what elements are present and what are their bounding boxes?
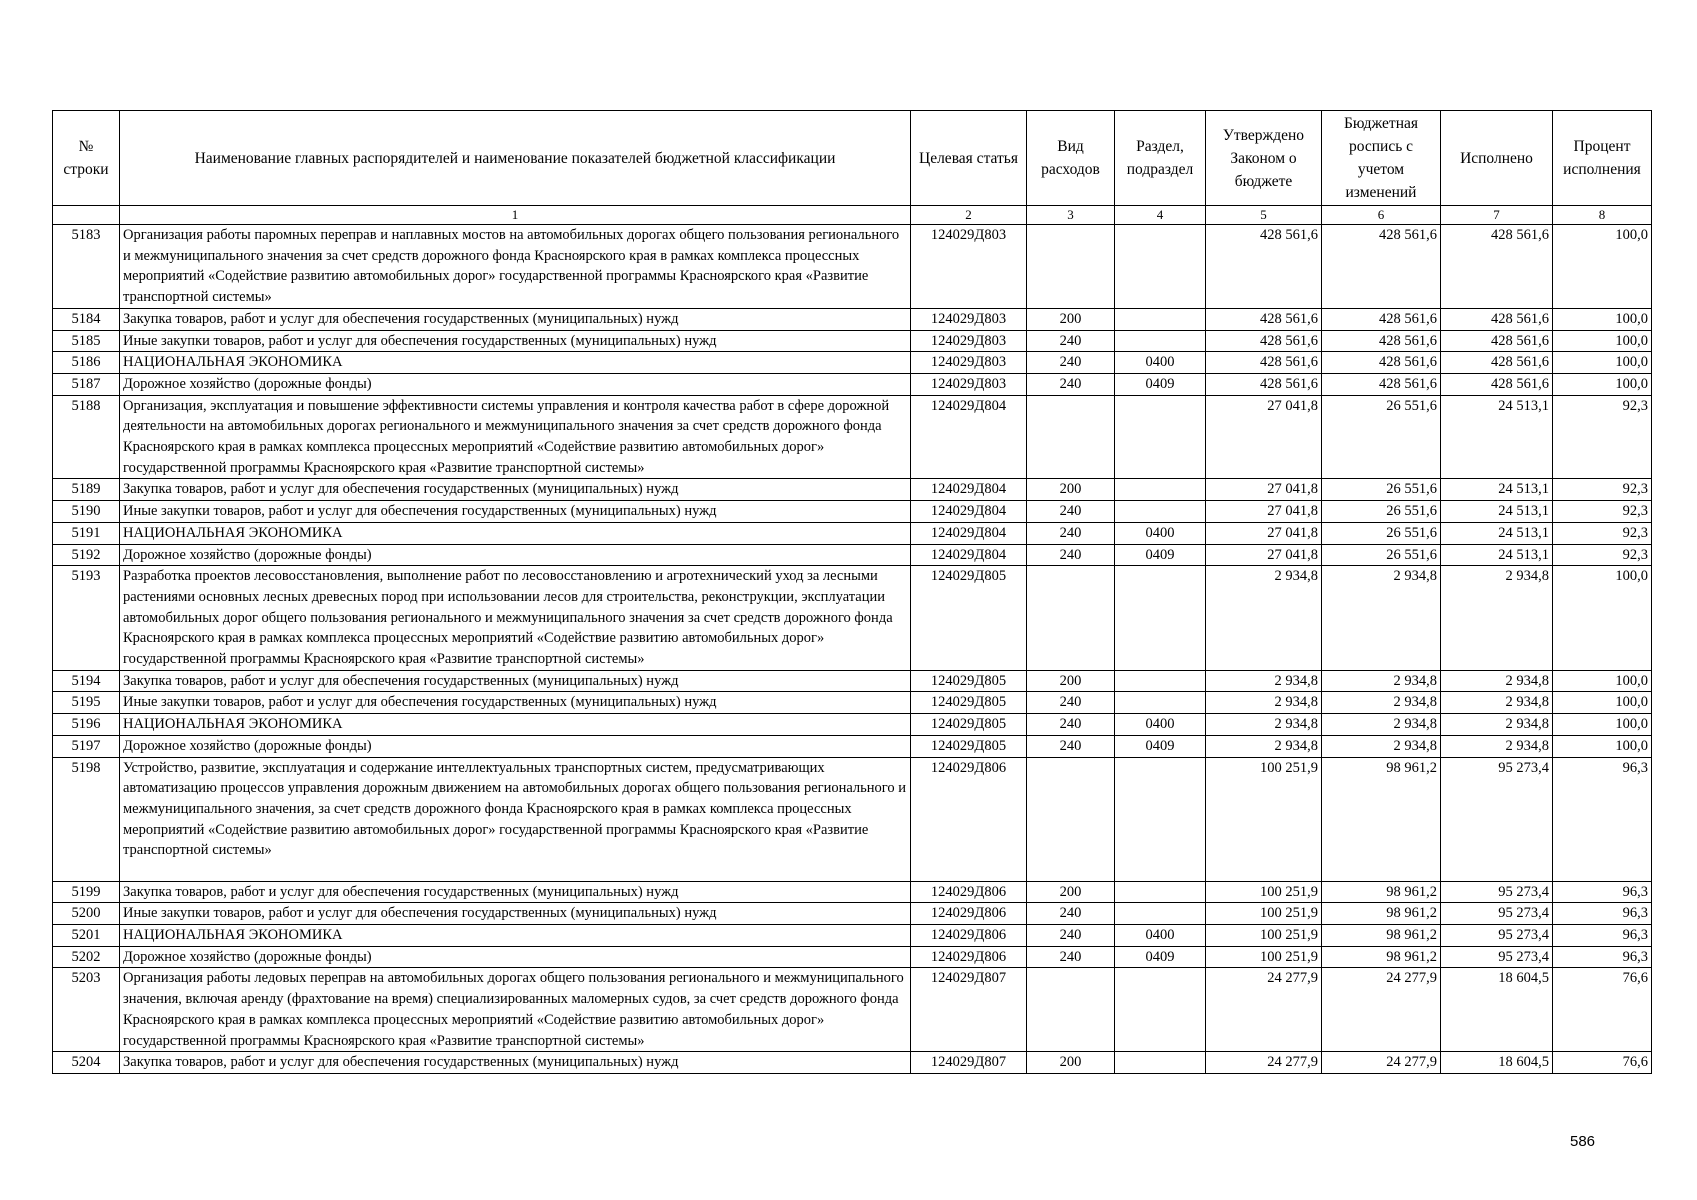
row-percent: 76,6	[1553, 968, 1652, 1052]
table-row	[53, 522, 1652, 544]
row-number: 5189	[53, 479, 120, 501]
row-target-article: 124029Д806	[911, 924, 1027, 946]
row-percent: 96,3	[1553, 924, 1652, 946]
row-percent: 92,3	[1553, 501, 1652, 523]
row-name: Дорожное хозяйство (дорожные фонды)	[120, 735, 911, 757]
row-target-article: 124029Д805	[911, 692, 1027, 714]
row-executed: 2 934,8	[1441, 566, 1553, 671]
row-executed: 95 273,4	[1441, 946, 1553, 968]
table-body	[53, 225, 1652, 1074]
table-row	[53, 946, 1652, 968]
row-target-article: 124029Д806	[911, 903, 1027, 925]
row-percent: 100,0	[1553, 714, 1652, 736]
header-row	[53, 111, 1652, 206]
row-executed: 428 561,6	[1441, 330, 1553, 352]
row-percent: 96,3	[1553, 946, 1652, 968]
header-section: Раздел, подраздел	[1115, 111, 1206, 206]
row-target-article: 124029Д805	[911, 714, 1027, 736]
row-revised: 24 277,9	[1322, 968, 1441, 1052]
header-revised: Бюджетная роспись с учетом изменений	[1322, 111, 1441, 206]
row-revised: 24 277,9	[1322, 1052, 1441, 1074]
row-executed: 24 513,1	[1441, 501, 1553, 523]
budget-execution-table	[52, 110, 1652, 1074]
row-percent: 100,0	[1553, 692, 1652, 714]
row-approved: 2 934,8	[1206, 735, 1322, 757]
row-number: 5199	[53, 881, 120, 903]
row-approved: 2 934,8	[1206, 714, 1322, 736]
row-target-article: 124029Д804	[911, 395, 1027, 479]
row-name: Закупка товаров, работ и услуг для обеспечения государственных (муниципальных) нужд	[120, 1052, 911, 1074]
row-expense-type: 200	[1027, 1052, 1115, 1074]
table-row	[53, 968, 1652, 1052]
row-approved: 24 277,9	[1206, 968, 1322, 1052]
row-expense-type: 240	[1027, 522, 1115, 544]
row-percent: 96,3	[1553, 881, 1652, 903]
table-row	[53, 735, 1652, 757]
row-expense-type: 240	[1027, 924, 1115, 946]
row-number: 5200	[53, 903, 120, 925]
row-expense-type: 240	[1027, 501, 1115, 523]
row-approved: 24 277,9	[1206, 1052, 1322, 1074]
table-row	[53, 757, 1652, 881]
row-section: 0400	[1115, 714, 1206, 736]
row-number: 5191	[53, 522, 120, 544]
row-target-article: 124029Д803	[911, 330, 1027, 352]
row-target-article: 124029Д803	[911, 352, 1027, 374]
row-number: 5197	[53, 735, 120, 757]
row-revised: 98 961,2	[1322, 924, 1441, 946]
page-number: 586	[1570, 1133, 1596, 1150]
row-percent: 92,3	[1553, 522, 1652, 544]
row-expense-type: 240	[1027, 692, 1115, 714]
row-revised: 26 551,6	[1322, 395, 1441, 479]
row-number: 5193	[53, 566, 120, 671]
row-percent: 96,3	[1553, 757, 1652, 881]
row-section	[1115, 479, 1206, 501]
table-row	[53, 903, 1652, 925]
row-approved: 100 251,9	[1206, 924, 1322, 946]
row-target-article: 124029Д804	[911, 479, 1027, 501]
row-target-article: 124029Д803	[911, 225, 1027, 309]
row-expense-type: 240	[1027, 352, 1115, 374]
row-number: 5201	[53, 924, 120, 946]
row-number: 5195	[53, 692, 120, 714]
row-name: Закупка товаров, работ и услуг для обеспечения государственных (муниципальных) нужд	[120, 479, 911, 501]
row-executed: 24 513,1	[1441, 544, 1553, 566]
row-expense-type: 200	[1027, 308, 1115, 330]
row-approved: 27 041,8	[1206, 395, 1322, 479]
row-percent: 76,6	[1553, 1052, 1652, 1074]
row-revised: 98 961,2	[1322, 946, 1441, 968]
row-target-article: 124029Д805	[911, 566, 1027, 671]
row-revised: 428 561,6	[1322, 373, 1441, 395]
row-number: 5186	[53, 352, 120, 374]
row-approved: 27 041,8	[1206, 479, 1322, 501]
row-name: Иные закупки товаров, работ и услуг для обеспечения государственных (муниципальных) нужд	[120, 692, 911, 714]
row-revised: 428 561,6	[1322, 308, 1441, 330]
row-expense-type	[1027, 225, 1115, 309]
row-name: Организация, эксплуатация и повышение эффективности системы управления и контроля качества работ в сфере дорожной деятельности на автомобильных дорогах регионального и межмуниципального значения за счет средств дорожного фонда Красноярского края в рамках комплекса процессных мероприятий «Содействие развитию автомобильных дорог» государственной программы Красноярского края «Развитие транспортной системы»	[120, 395, 911, 479]
row-revised: 26 551,6	[1322, 522, 1441, 544]
table-row	[53, 395, 1652, 479]
row-number: 5194	[53, 670, 120, 692]
row-name: Дорожное хозяйство (дорожные фонды)	[120, 946, 911, 968]
row-number: 5184	[53, 308, 120, 330]
row-percent: 92,3	[1553, 544, 1652, 566]
row-section	[1115, 881, 1206, 903]
row-revised: 98 961,2	[1322, 903, 1441, 925]
row-approved: 428 561,6	[1206, 373, 1322, 395]
row-name: Организация работы паромных переправ и наплавных мостов на автомобильных дорогах общего пользования регионального и межмуниципального значения за счет средств дорожного фонда Красноярского края в рамках комплекса процессных мероприятий «Содействие развитию автомобильных дорог» государственной программы Красноярского края «Развитие транспортной системы»	[120, 225, 911, 309]
row-target-article: 124029Д805	[911, 735, 1027, 757]
row-expense-type: 240	[1027, 735, 1115, 757]
table-row	[53, 1052, 1652, 1074]
row-executed: 2 934,8	[1441, 714, 1553, 736]
row-approved: 2 934,8	[1206, 566, 1322, 671]
table-row	[53, 881, 1652, 903]
table-row	[53, 670, 1652, 692]
column-number: 3	[1027, 206, 1115, 225]
row-executed: 428 561,6	[1441, 352, 1553, 374]
row-revised: 2 934,8	[1322, 692, 1441, 714]
row-section: 0400	[1115, 924, 1206, 946]
row-name: Иные закупки товаров, работ и услуг для обеспечения государственных (муниципальных) нужд	[120, 501, 911, 523]
table-row	[53, 692, 1652, 714]
row-section: 0409	[1115, 373, 1206, 395]
column-number: 7	[1441, 206, 1553, 225]
row-executed: 95 273,4	[1441, 924, 1553, 946]
row-target-article: 124029Д806	[911, 757, 1027, 881]
row-target-article: 124029Д804	[911, 544, 1027, 566]
row-name: НАЦИОНАЛЬНАЯ ЭКОНОМИКА	[120, 522, 911, 544]
column-number: 6	[1322, 206, 1441, 225]
row-percent: 100,0	[1553, 373, 1652, 395]
row-approved: 100 251,9	[1206, 757, 1322, 881]
row-name: Устройство, развитие, эксплуатация и содержание интеллектуальных транспортных систем, предусматривающих автоматизацию процессов управления дорожным движением на автомобильных дорогах общего пользования регионального и межмуниципального значения, за счет средств дорожного фонда Красноярского края в рамках комплекса процессных мероприятий «Содействие развитию автомобильных дорог» государственной программы Красноярского края «Развитие транспортной системы»	[120, 757, 911, 881]
row-revised: 26 551,6	[1322, 544, 1441, 566]
row-section: 0409	[1115, 735, 1206, 757]
row-approved: 27 041,8	[1206, 522, 1322, 544]
row-revised: 98 961,2	[1322, 881, 1441, 903]
row-revised: 26 551,6	[1322, 501, 1441, 523]
row-percent: 92,3	[1553, 395, 1652, 479]
row-approved: 100 251,9	[1206, 946, 1322, 968]
row-executed: 428 561,6	[1441, 373, 1553, 395]
row-percent: 100,0	[1553, 308, 1652, 330]
row-expense-type: 200	[1027, 881, 1115, 903]
row-target-article: 124029Д804	[911, 501, 1027, 523]
row-section	[1115, 968, 1206, 1052]
row-section	[1115, 566, 1206, 671]
row-section: 0400	[1115, 352, 1206, 374]
row-name: Иные закупки товаров, работ и услуг для обеспечения государственных (муниципальных) нужд	[120, 330, 911, 352]
row-revised: 98 961,2	[1322, 757, 1441, 881]
row-section	[1115, 330, 1206, 352]
row-target-article: 124029Д807	[911, 968, 1027, 1052]
row-name: НАЦИОНАЛЬНАЯ ЭКОНОМИКА	[120, 352, 911, 374]
header-row-number: № строки	[53, 111, 120, 206]
row-approved: 428 561,6	[1206, 308, 1322, 330]
column-number-row	[53, 206, 1652, 225]
row-name: Дорожное хозяйство (дорожные фонды)	[120, 373, 911, 395]
row-number: 5203	[53, 968, 120, 1052]
row-percent: 100,0	[1553, 670, 1652, 692]
row-number: 5192	[53, 544, 120, 566]
row-executed: 2 934,8	[1441, 692, 1553, 714]
row-executed: 428 561,6	[1441, 225, 1553, 309]
row-target-article: 124029Д806	[911, 881, 1027, 903]
row-percent: 96,3	[1553, 903, 1652, 925]
table-row	[53, 352, 1652, 374]
row-target-article: 124029Д807	[911, 1052, 1027, 1074]
row-section: 0409	[1115, 544, 1206, 566]
row-target-article: 124029Д803	[911, 308, 1027, 330]
row-expense-type: 240	[1027, 544, 1115, 566]
row-revised: 2 934,8	[1322, 714, 1441, 736]
row-expense-type	[1027, 757, 1115, 881]
row-expense-type	[1027, 566, 1115, 671]
row-section: 0409	[1115, 946, 1206, 968]
row-name: Закупка товаров, работ и услуг для обеспечения государственных (муниципальных) нужд	[120, 881, 911, 903]
row-section: 0400	[1115, 522, 1206, 544]
row-expense-type: 240	[1027, 714, 1115, 736]
row-approved: 100 251,9	[1206, 903, 1322, 925]
row-number: 5198	[53, 757, 120, 881]
row-number: 5202	[53, 946, 120, 968]
table-row	[53, 330, 1652, 352]
row-name: Закупка товаров, работ и услуг для обеспечения государственных (муниципальных) нужд	[120, 308, 911, 330]
row-expense-type: 240	[1027, 330, 1115, 352]
row-executed: 24 513,1	[1441, 479, 1553, 501]
header-target-article: Целевая статья	[911, 111, 1027, 206]
row-name: НАЦИОНАЛЬНАЯ ЭКОНОМИКА	[120, 714, 911, 736]
table-header	[53, 111, 1652, 225]
row-executed: 428 561,6	[1441, 308, 1553, 330]
row-number: 5190	[53, 501, 120, 523]
column-number: 1	[120, 206, 911, 225]
header-expense-type: Вид расходов	[1027, 111, 1115, 206]
column-number: 5	[1206, 206, 1322, 225]
row-expense-type	[1027, 968, 1115, 1052]
row-executed: 24 513,1	[1441, 395, 1553, 479]
row-approved: 428 561,6	[1206, 225, 1322, 309]
row-expense-type: 240	[1027, 903, 1115, 925]
row-approved: 27 041,8	[1206, 501, 1322, 523]
row-percent: 100,0	[1553, 225, 1652, 309]
row-revised: 2 934,8	[1322, 735, 1441, 757]
header-approved: Утверждено Законом о бюджете	[1206, 111, 1322, 206]
row-target-article: 124029Д806	[911, 946, 1027, 968]
row-expense-type: 240	[1027, 946, 1115, 968]
row-name: Дорожное хозяйство (дорожные фонды)	[120, 544, 911, 566]
row-executed: 18 604,5	[1441, 1052, 1553, 1074]
row-revised: 2 934,8	[1322, 566, 1441, 671]
row-executed: 24 513,1	[1441, 522, 1553, 544]
table-row	[53, 479, 1652, 501]
row-section	[1115, 692, 1206, 714]
row-section	[1115, 501, 1206, 523]
row-executed: 95 273,4	[1441, 881, 1553, 903]
table-row	[53, 714, 1652, 736]
row-section	[1115, 395, 1206, 479]
row-name: Организация работы ледовых переправ на автомобильных дорогах общего пользования регионального и межмуниципального значения, включая аренду (фрахтование на время) специализированных маломерных судов, за счет средств дорожного фонда Красноярского края в рамках комплекса процессных мероприятий «Содействие развитию автомобильных дорог» государственной программы Красноярского края «Развитие транспортной системы»	[120, 968, 911, 1052]
row-section	[1115, 903, 1206, 925]
row-executed: 2 934,8	[1441, 735, 1553, 757]
header-executed: Исполнено	[1441, 111, 1553, 206]
row-expense-type: 200	[1027, 479, 1115, 501]
row-number: 5204	[53, 1052, 120, 1074]
row-name: Иные закупки товаров, работ и услуг для обеспечения государственных (муниципальных) нужд	[120, 903, 911, 925]
table-row	[53, 544, 1652, 566]
row-approved: 2 934,8	[1206, 670, 1322, 692]
row-name: Закупка товаров, работ и услуг для обеспечения государственных (муниципальных) нужд	[120, 670, 911, 692]
row-section	[1115, 308, 1206, 330]
row-target-article: 124029Д805	[911, 670, 1027, 692]
header-name: Наименование главных распорядителей и наименование показателей бюджетной классификации	[120, 111, 911, 206]
table-row	[53, 373, 1652, 395]
table-row	[53, 308, 1652, 330]
column-number: 8	[1553, 206, 1652, 225]
row-expense-type: 240	[1027, 373, 1115, 395]
row-executed: 95 273,4	[1441, 757, 1553, 881]
row-approved: 27 041,8	[1206, 544, 1322, 566]
table-row	[53, 225, 1652, 309]
row-revised: 428 561,6	[1322, 352, 1441, 374]
table-row	[53, 566, 1652, 671]
row-number: 5187	[53, 373, 120, 395]
row-name: НАЦИОНАЛЬНАЯ ЭКОНОМИКА	[120, 924, 911, 946]
row-approved: 100 251,9	[1206, 881, 1322, 903]
row-revised: 2 934,8	[1322, 670, 1441, 692]
row-number: 5185	[53, 330, 120, 352]
row-revised: 26 551,6	[1322, 479, 1441, 501]
row-section	[1115, 670, 1206, 692]
row-approved: 2 934,8	[1206, 692, 1322, 714]
row-revised: 428 561,6	[1322, 225, 1441, 309]
row-executed: 18 604,5	[1441, 968, 1553, 1052]
row-percent: 100,0	[1553, 735, 1652, 757]
row-section	[1115, 757, 1206, 881]
row-number: 5196	[53, 714, 120, 736]
row-expense-type: 200	[1027, 670, 1115, 692]
row-percent: 92,3	[1553, 479, 1652, 501]
row-approved: 428 561,6	[1206, 352, 1322, 374]
row-percent: 100,0	[1553, 352, 1652, 374]
row-section	[1115, 225, 1206, 309]
row-expense-type	[1027, 395, 1115, 479]
table-row	[53, 501, 1652, 523]
column-number: 2	[911, 206, 1027, 225]
row-target-article: 124029Д803	[911, 373, 1027, 395]
row-target-article: 124029Д804	[911, 522, 1027, 544]
table-row	[53, 924, 1652, 946]
row-name: Разработка проектов лесовосстановления, выполнение работ по лесовосстановлению и агротехнический уход за лесными растениями основных лесных древесных пород при использовании лесов для строительства, реконструкции, эксплуатации автомобильных дорог общего пользования регионального и межмуниципального значения за счет средств дорожного фонда Красноярского края в рамках комплекса процессных мероприятий «Содействие развитию автомобильных дорог» государственной программы Красноярского края «Развитие транспортной системы»	[120, 566, 911, 671]
row-executed: 2 934,8	[1441, 670, 1553, 692]
row-section	[1115, 1052, 1206, 1074]
row-percent: 100,0	[1553, 566, 1652, 671]
row-approved: 428 561,6	[1206, 330, 1322, 352]
row-number: 5183	[53, 225, 120, 309]
row-revised: 428 561,6	[1322, 330, 1441, 352]
column-number: 4	[1115, 206, 1206, 225]
row-number: 5188	[53, 395, 120, 479]
header-percent: Процент исполнения	[1553, 111, 1652, 206]
column-number-blank	[53, 206, 120, 225]
row-percent: 100,0	[1553, 330, 1652, 352]
row-executed: 95 273,4	[1441, 903, 1553, 925]
